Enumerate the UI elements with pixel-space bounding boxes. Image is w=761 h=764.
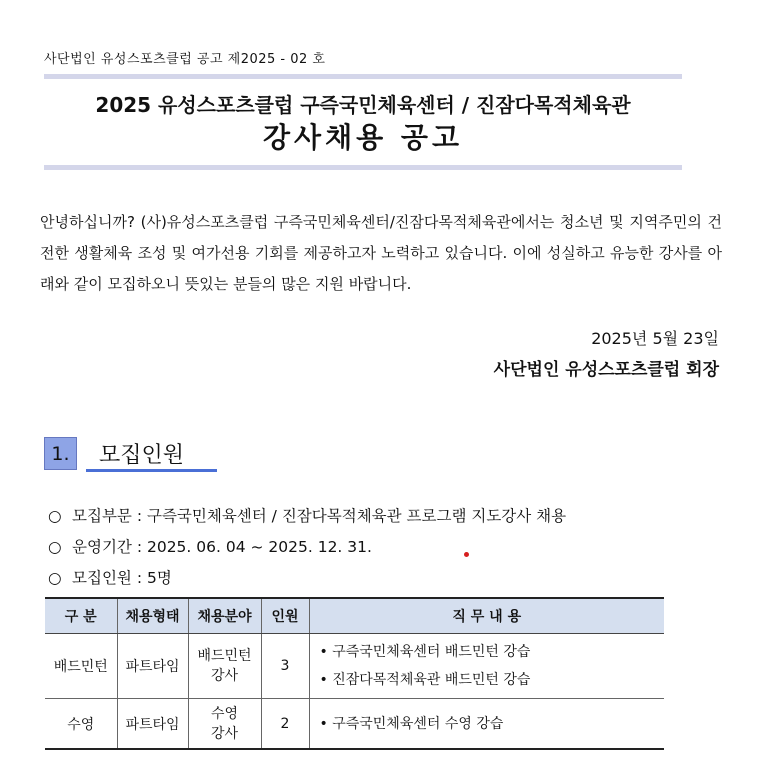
cell-category: 수영 (45, 699, 117, 750)
cell-field (188, 699, 261, 750)
header-count: 인원 (261, 598, 309, 634)
cell-duties (309, 634, 664, 699)
bullet-text: 모집인원 : 5명 (72, 569, 172, 587)
section-title-underline (86, 469, 217, 472)
bullet-item (48, 534, 566, 565)
header-duties: 직 무 내 용 (309, 598, 664, 634)
signer-name: 사단법인 유성스포츠클럽 회장 (493, 360, 719, 380)
notice-date: 2025년 5월 23일 (591, 329, 719, 348)
recruitment-bullets (48, 503, 566, 596)
cell-type: 파트타임 (117, 699, 188, 750)
duty-line: • 진잠다목적체육관 배드민턴 강습 (319, 672, 531, 688)
recruitment-table (45, 597, 664, 750)
cell-count: 2 (261, 699, 309, 750)
bullet-text: 모집부문 : 구즉국민체육센터 / 진잠다목적체육관 프로그램 지도강사 채용 (72, 507, 567, 525)
cell-type: 파트타임 (117, 634, 188, 699)
circle-bullet-icon: ○ (48, 507, 62, 525)
notice-number: 사단법인 유성스포츠클럽 공고 제2025 - 02 호 (44, 52, 326, 67)
bullet-item (48, 565, 566, 596)
bullet-item (48, 503, 566, 534)
table-header-row (45, 598, 664, 634)
cell-count: 3 (261, 634, 309, 699)
field-line: 강사 (210, 725, 239, 742)
section-title: 모집인원 (99, 443, 185, 468)
intro-paragraph: 안녕하십니까? (사)유성스포츠클럽 구즉국민체육센터/진잠다목적체육관에서는 청소년 및 지역주민의 건전한 생활체육 조성 및 여가선용 기회를 제공하고자 노력하고 있습니다. 이에 성실하고 유능한 강사를 아래와 같이 모집하오니 뜻있는 분들의 많은 지원 바랍니다. (40, 213, 722, 293)
cell-category: 배드민턴 (45, 634, 117, 699)
page-subtitle: 강사채용 공고 (262, 121, 464, 154)
circle-bullet-icon: ○ (48, 569, 62, 587)
duty-line: • 구즉국민체육센터 수영 강습 (319, 715, 504, 732)
field-line: 수영 (210, 705, 239, 722)
header-field: 채용분야 (188, 598, 261, 634)
field-line: 배드민턴 (197, 648, 252, 664)
bullet-text: 운영기간 : 2025. 06. 04 ~ 2025. 12. 31. (72, 538, 372, 556)
table-row (45, 699, 664, 750)
title-bottom-rule (44, 165, 682, 170)
section-number-badge: 1. (44, 437, 77, 470)
field-line: 강사 (210, 668, 239, 684)
header-category: 구 분 (45, 598, 117, 634)
duty-line: • 구즉국민체육센터 배드민턴 강습 (319, 644, 531, 660)
cell-duties (309, 699, 664, 750)
cell-field (188, 634, 261, 699)
table-row (45, 634, 664, 699)
circle-bullet-icon: ○ (48, 538, 62, 556)
title-top-rule (44, 74, 682, 79)
red-dot-mark (464, 552, 469, 557)
header-type: 채용형태 (117, 598, 188, 634)
page-title: 2025 유성스포츠클럽 구즉국민체육센터 / 진잠다목적체육관 (95, 93, 631, 117)
